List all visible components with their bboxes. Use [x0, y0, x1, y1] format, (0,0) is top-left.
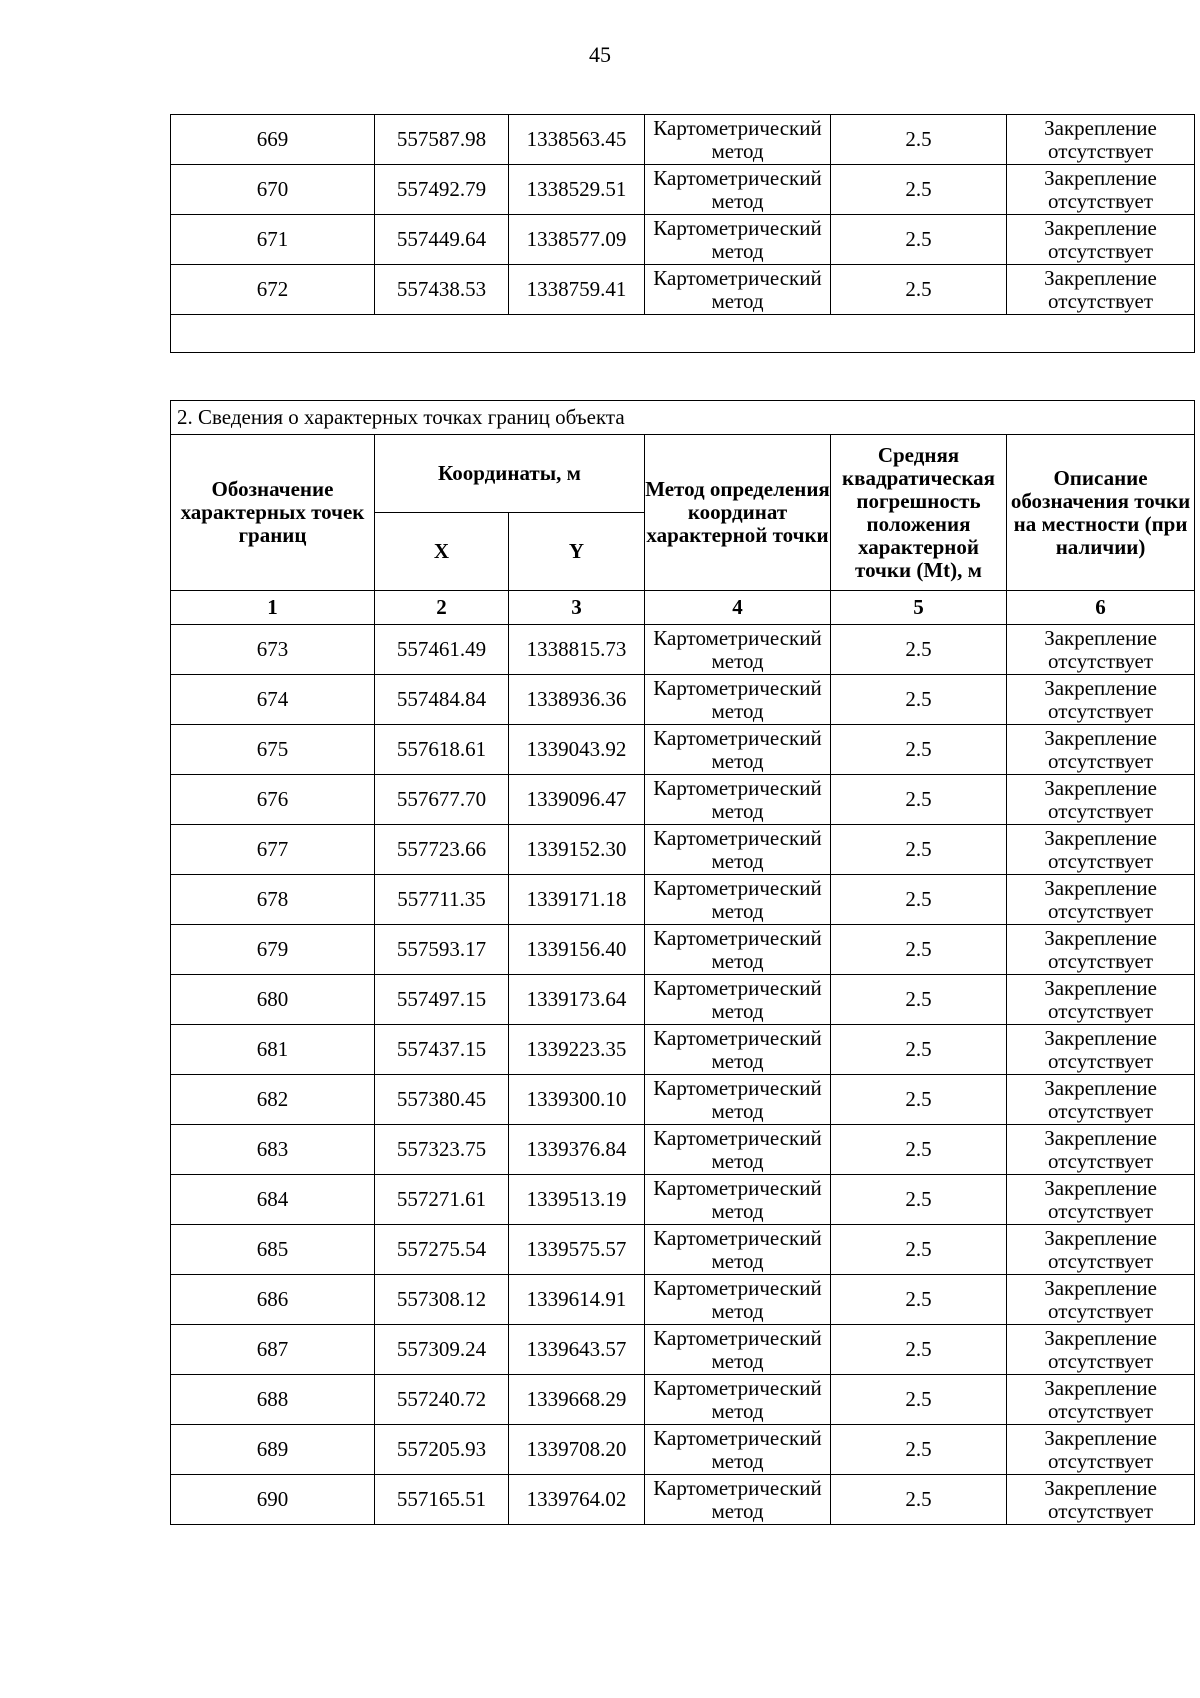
- description-cell: [1007, 725, 1195, 775]
- x-coordinate-cell: 557275.54: [375, 1225, 509, 1275]
- mean-error-cell: 2.5: [831, 1325, 1007, 1375]
- table-row: [171, 975, 1195, 1025]
- y-coordinate-cell: 1339171.18: [509, 875, 645, 925]
- x-coordinate-cell: 557497.15: [375, 975, 509, 1025]
- x-coordinate-cell: 557677.70: [375, 775, 509, 825]
- description-line: отсутствует: [1048, 698, 1154, 723]
- description-line: отсутствует: [1048, 1048, 1154, 1073]
- table-row: [171, 675, 1195, 725]
- header-method: Метод определения координат характерной точки: [645, 435, 831, 591]
- mean-error-cell: 2.5: [831, 1425, 1007, 1475]
- description-line: отсутствует: [1048, 798, 1154, 823]
- method-line: Картометрический: [653, 725, 822, 750]
- description-cell: [1007, 1375, 1195, 1425]
- table-continuation-body: [171, 115, 1195, 315]
- description-line: Закрепление: [1044, 825, 1157, 850]
- point-number-cell: 675: [171, 725, 375, 775]
- table-row: [171, 775, 1195, 825]
- y-coordinate-cell: 1338936.36: [509, 675, 645, 725]
- table-row: [171, 265, 1195, 315]
- y-coordinate-cell: 1339300.10: [509, 1075, 645, 1125]
- description-cell: [1007, 1325, 1195, 1375]
- table-row: [171, 825, 1195, 875]
- mean-error-cell: 2.5: [831, 215, 1007, 265]
- y-coordinate-cell: 1339376.84: [509, 1125, 645, 1175]
- x-coordinate-cell: 557308.12: [375, 1275, 509, 1325]
- point-number-cell: 677: [171, 825, 375, 875]
- method-line: метод: [711, 748, 764, 773]
- header-mean-error: Средняя квадратическая погрешность положения характерной точки (Mt), м: [831, 435, 1007, 591]
- point-number-cell: 687: [171, 1325, 375, 1375]
- description-line: отсутствует: [1048, 898, 1154, 923]
- table-row: [171, 1125, 1195, 1175]
- method-line: Картометрический: [653, 1375, 822, 1400]
- description-line: Закрепление: [1044, 1175, 1157, 1200]
- method-cell: [645, 875, 831, 925]
- method-line: Картометрический: [653, 1475, 822, 1500]
- method-line: метод: [711, 898, 764, 923]
- x-coordinate-cell: 557593.17: [375, 925, 509, 975]
- y-coordinate-cell: 1338577.09: [509, 215, 645, 265]
- y-coordinate-cell: 1339614.91: [509, 1275, 645, 1325]
- method-line: метод: [711, 848, 764, 873]
- table-row: [171, 1275, 1195, 1325]
- x-coordinate-cell: 557271.61: [375, 1175, 509, 1225]
- method-cell: [645, 675, 831, 725]
- description-line: Закрепление: [1044, 1375, 1157, 1400]
- y-coordinate-cell: 1339575.57: [509, 1225, 645, 1275]
- mean-error-cell: 2.5: [831, 925, 1007, 975]
- point-number-cell: 669: [171, 115, 375, 165]
- x-coordinate-cell: 557711.35: [375, 875, 509, 925]
- description-cell: [1007, 875, 1195, 925]
- method-line: метод: [711, 948, 764, 973]
- method-line: Картометрический: [653, 675, 822, 700]
- header-y: Y: [509, 513, 645, 591]
- mean-error-cell: 2.5: [831, 115, 1007, 165]
- description-cell: [1007, 625, 1195, 675]
- empty-cell: [171, 315, 1195, 353]
- description-line: отсутствует: [1048, 1248, 1154, 1273]
- table-row: [171, 115, 1195, 165]
- table-row: [171, 215, 1195, 265]
- description-line: Закрепление: [1044, 265, 1157, 290]
- point-number-cell: 679: [171, 925, 375, 975]
- description-line: отсутствует: [1048, 648, 1154, 673]
- mean-error-cell: 2.5: [831, 265, 1007, 315]
- method-line: Картометрический: [653, 775, 822, 800]
- method-line: метод: [711, 1398, 764, 1423]
- x-coordinate-cell: 557618.61: [375, 725, 509, 775]
- description-line: отсутствует: [1048, 1348, 1154, 1373]
- y-coordinate-cell: 1338815.73: [509, 625, 645, 675]
- mean-error-cell: 2.5: [831, 675, 1007, 725]
- description-line: отсутствует: [1047, 288, 1154, 313]
- description-line: отсутствует: [1047, 138, 1154, 163]
- x-coordinate-cell: 557165.51: [375, 1475, 509, 1525]
- description-cell: [1007, 825, 1195, 875]
- point-number-cell: 671: [171, 215, 375, 265]
- description-cell: [1007, 115, 1195, 165]
- description-cell: [1007, 1425, 1195, 1475]
- point-number-cell: 674: [171, 675, 375, 725]
- header-point-designation: Обозначение характерных точек границ: [171, 435, 375, 591]
- mean-error-cell: 2.5: [831, 975, 1007, 1025]
- method-line: Картометрический: [653, 165, 822, 190]
- point-number-cell: 683: [171, 1125, 375, 1175]
- boundary-points-table: [170, 400, 1195, 1525]
- y-coordinate-cell: 1338563.45: [509, 115, 645, 165]
- y-coordinate-cell: 1339764.02: [509, 1475, 645, 1525]
- method-cell: [645, 1175, 831, 1225]
- description-line: Закрепление: [1044, 1125, 1157, 1150]
- method-line: Картометрический: [653, 925, 822, 950]
- description-line: отсутствует: [1047, 238, 1154, 263]
- description-cell: [1007, 775, 1195, 825]
- table-row: [171, 925, 1195, 975]
- method-line: Картометрический: [653, 1025, 822, 1050]
- column-number: 3: [509, 591, 645, 625]
- method-line: метод: [711, 1248, 764, 1273]
- method-cell: [645, 1275, 831, 1325]
- y-coordinate-cell: 1338529.51: [509, 165, 645, 215]
- description-line: отсутствует: [1048, 748, 1154, 773]
- method-cell: [645, 1375, 831, 1425]
- y-coordinate-cell: 1339513.19: [509, 1175, 645, 1225]
- description-line: Закрепление: [1044, 875, 1157, 900]
- x-coordinate-cell: 557240.72: [375, 1375, 509, 1425]
- y-coordinate-cell: 1339043.92: [509, 725, 645, 775]
- mean-error-cell: 2.5: [831, 625, 1007, 675]
- point-number-cell: 688: [171, 1375, 375, 1425]
- description-line: Закрепление: [1044, 165, 1157, 190]
- method-line: метод: [711, 188, 764, 213]
- header-row: [171, 435, 1195, 513]
- method-line: метод: [711, 1498, 764, 1523]
- column-number: 1: [171, 591, 375, 625]
- x-coordinate-cell: 557205.93: [375, 1425, 509, 1475]
- y-coordinate-cell: 1339668.29: [509, 1375, 645, 1425]
- description-cell: [1007, 675, 1195, 725]
- description-line: Закрепление: [1044, 215, 1157, 240]
- point-number-cell: 670: [171, 165, 375, 215]
- description-line: отсутствует: [1047, 188, 1154, 213]
- description-cell: [1007, 975, 1195, 1025]
- x-coordinate-cell: 557449.64: [375, 215, 509, 265]
- method-cell: [645, 1225, 831, 1275]
- table-row: [171, 1475, 1195, 1525]
- y-coordinate-cell: 1339152.30: [509, 825, 645, 875]
- boundary-points-body: [171, 625, 1195, 1525]
- description-line: Закрепление: [1044, 1075, 1157, 1100]
- method-cell: [645, 265, 831, 315]
- table-row: [171, 1375, 1195, 1425]
- table-row: [171, 1025, 1195, 1075]
- point-number-cell: 680: [171, 975, 375, 1025]
- method-line: метод: [711, 1098, 764, 1123]
- mean-error-cell: 2.5: [831, 1075, 1007, 1125]
- x-coordinate-cell: 557484.84: [375, 675, 509, 725]
- table-row: [171, 1325, 1195, 1375]
- description-line: отсутствует: [1048, 998, 1154, 1023]
- point-number-cell: 682: [171, 1075, 375, 1125]
- description-cell: [1007, 1225, 1195, 1275]
- mean-error-cell: 2.5: [831, 825, 1007, 875]
- description-cell: [1007, 1025, 1195, 1075]
- point-number-cell: 672: [171, 265, 375, 315]
- description-cell: [1007, 1275, 1195, 1325]
- column-number: 5: [831, 591, 1007, 625]
- description-line: Закрепление: [1044, 1275, 1157, 1300]
- mean-error-cell: 2.5: [831, 875, 1007, 925]
- description-line: отсутствует: [1048, 1448, 1154, 1473]
- method-line: метод: [711, 798, 764, 823]
- method-cell: [645, 1425, 831, 1475]
- column-number: 2: [375, 591, 509, 625]
- mean-error-cell: 2.5: [831, 725, 1007, 775]
- description-line: Закрепление: [1044, 975, 1157, 1000]
- x-coordinate-cell: 557438.53: [375, 265, 509, 315]
- y-coordinate-cell: 1339096.47: [509, 775, 645, 825]
- description-cell: [1007, 165, 1195, 215]
- method-line: Картометрический: [653, 215, 822, 240]
- description-line: Закрепление: [1044, 1475, 1157, 1500]
- description-cell: [1007, 1075, 1195, 1125]
- x-coordinate-cell: 557309.24: [375, 1325, 509, 1375]
- method-line: Картометрический: [653, 1075, 822, 1100]
- y-coordinate-cell: 1339643.57: [509, 1325, 645, 1375]
- column-number: 6: [1007, 591, 1195, 625]
- method-line: Картометрический: [653, 1175, 822, 1200]
- point-number-cell: 681: [171, 1025, 375, 1075]
- description-line: Закрепление: [1044, 625, 1157, 650]
- description-line: Закрепление: [1044, 1325, 1157, 1350]
- method-cell: [645, 925, 831, 975]
- method-line: Картометрический: [653, 1275, 822, 1300]
- table-row: [171, 875, 1195, 925]
- x-coordinate-cell: 557492.79: [375, 165, 509, 215]
- mean-error-cell: 2.5: [831, 1125, 1007, 1175]
- header-x: X: [375, 513, 509, 591]
- method-line: метод: [711, 1448, 764, 1473]
- method-line: Картометрический: [653, 1325, 822, 1350]
- method-line: метод: [711, 698, 764, 723]
- description-cell: [1007, 1125, 1195, 1175]
- method-cell: [645, 1025, 831, 1075]
- method-line: Картометрический: [653, 625, 822, 650]
- description-line: отсутствует: [1048, 948, 1154, 973]
- method-line: метод: [711, 1198, 764, 1223]
- table-row: [171, 1175, 1195, 1225]
- method-cell: [645, 775, 831, 825]
- table-caption: 2. Сведения о характерных точках границ объекта: [171, 401, 1195, 435]
- description-line: Закрепление: [1044, 775, 1157, 800]
- y-coordinate-cell: 1339708.20: [509, 1425, 645, 1475]
- mean-error-cell: 2.5: [831, 1175, 1007, 1225]
- x-coordinate-cell: 557380.45: [375, 1075, 509, 1125]
- table-row: [171, 625, 1195, 675]
- description-line: отсутствует: [1048, 1498, 1154, 1523]
- method-cell: [645, 1125, 831, 1175]
- y-coordinate-cell: 1339223.35: [509, 1025, 645, 1075]
- mean-error-cell: 2.5: [831, 1375, 1007, 1425]
- table-empty-row: [171, 315, 1195, 353]
- method-line: Картометрический: [653, 1425, 822, 1450]
- point-number-cell: 686: [171, 1275, 375, 1325]
- point-number-cell: 684: [171, 1175, 375, 1225]
- description-cell: [1007, 1175, 1195, 1225]
- method-cell: [645, 165, 831, 215]
- mean-error-cell: 2.5: [831, 1025, 1007, 1075]
- table-caption-row: [171, 401, 1195, 435]
- y-coordinate-cell: 1338759.41: [509, 265, 645, 315]
- mean-error-cell: 2.5: [831, 1275, 1007, 1325]
- description-line: отсутствует: [1048, 1198, 1154, 1223]
- mean-error-cell: 2.5: [831, 775, 1007, 825]
- method-cell: [645, 215, 831, 265]
- method-line: метод: [711, 648, 764, 673]
- description-line: Закрепление: [1044, 1225, 1157, 1250]
- table-row: [171, 1425, 1195, 1475]
- description-line: Закрепление: [1044, 1425, 1157, 1450]
- point-number-cell: 673: [171, 625, 375, 675]
- description-line: отсутствует: [1048, 1298, 1154, 1323]
- description-line: отсутствует: [1048, 1098, 1154, 1123]
- header-description: Описание обозначения точки на местности (при наличии): [1007, 435, 1195, 591]
- y-coordinate-cell: 1339173.64: [509, 975, 645, 1025]
- point-number-cell: 690: [171, 1475, 375, 1525]
- header-coordinates: Координаты, м: [375, 435, 645, 513]
- mean-error-cell: 2.5: [831, 165, 1007, 215]
- description-cell: [1007, 925, 1195, 975]
- method-line: Картометрический: [653, 265, 822, 290]
- method-line: Картометрический: [653, 875, 822, 900]
- table-row: [171, 1225, 1195, 1275]
- point-number-cell: 678: [171, 875, 375, 925]
- method-cell: [645, 975, 831, 1025]
- x-coordinate-cell: 557723.66: [375, 825, 509, 875]
- description-cell: [1007, 215, 1195, 265]
- description-cell: [1007, 265, 1195, 315]
- mean-error-cell: 2.5: [831, 1475, 1007, 1525]
- point-number-cell: 685: [171, 1225, 375, 1275]
- y-coordinate-cell: 1339156.40: [509, 925, 645, 975]
- method-line: метод: [711, 288, 764, 313]
- description-line: Закрепление: [1044, 925, 1157, 950]
- method-line: метод: [711, 1148, 764, 1173]
- method-line: Картометрический: [653, 115, 822, 140]
- method-line: Картометрический: [653, 825, 822, 850]
- method-line: метод: [711, 998, 764, 1023]
- description-line: отсутствует: [1048, 1398, 1154, 1423]
- x-coordinate-cell: 557323.75: [375, 1125, 509, 1175]
- method-line: метод: [711, 138, 764, 163]
- mean-error-cell: 2.5: [831, 1225, 1007, 1275]
- method-cell: [645, 725, 831, 775]
- method-line: Картометрический: [653, 1225, 822, 1250]
- method-cell: [645, 1075, 831, 1125]
- description-line: Закрепление: [1044, 675, 1157, 700]
- method-cell: [645, 625, 831, 675]
- column-numbers-row: [171, 591, 1195, 625]
- x-coordinate-cell: 557437.15: [375, 1025, 509, 1075]
- x-coordinate-cell: 557461.49: [375, 625, 509, 675]
- method-line: метод: [711, 1048, 764, 1073]
- table-row: [171, 725, 1195, 775]
- column-number: 4: [645, 591, 831, 625]
- page-number: 45: [589, 42, 611, 67]
- method-line: метод: [711, 238, 764, 263]
- description-line: Закрепление: [1044, 115, 1157, 140]
- point-number-cell: 676: [171, 775, 375, 825]
- method-cell: [645, 1325, 831, 1375]
- table-continuation: [170, 114, 1195, 353]
- table-row: [171, 1075, 1195, 1125]
- method-line: метод: [711, 1348, 764, 1373]
- description-line: отсутствует: [1048, 848, 1154, 873]
- description-line: Закрепление: [1044, 1025, 1157, 1050]
- description-line: отсутствует: [1048, 1148, 1154, 1173]
- method-cell: [645, 1475, 831, 1525]
- method-cell: [645, 115, 831, 165]
- x-coordinate-cell: 557587.98: [375, 115, 509, 165]
- method-line: Картометрический: [653, 1125, 822, 1150]
- description-line: Закрепление: [1044, 725, 1157, 750]
- method-line: Картометрический: [653, 975, 822, 1000]
- method-line: метод: [711, 1298, 764, 1323]
- description-cell: [1007, 1475, 1195, 1525]
- point-number-cell: 689: [171, 1425, 375, 1475]
- method-cell: [645, 825, 831, 875]
- table-row: [171, 165, 1195, 215]
